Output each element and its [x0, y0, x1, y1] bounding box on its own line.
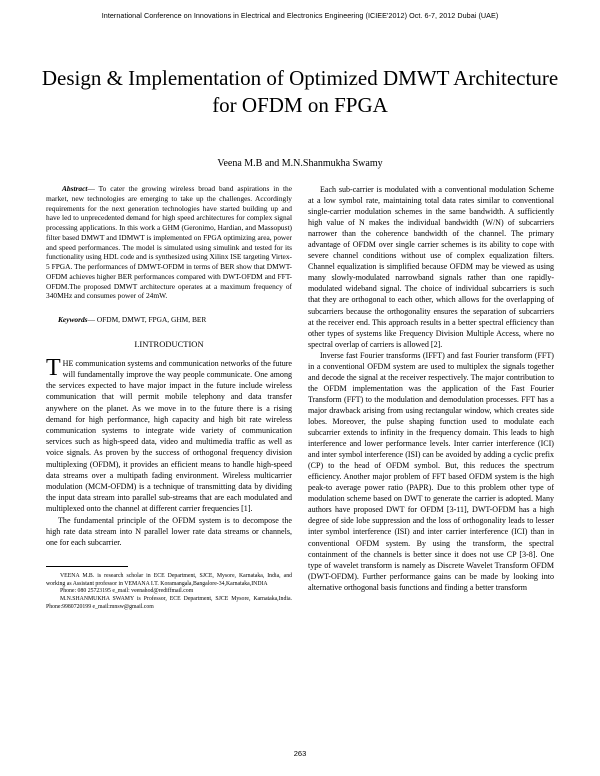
footnote-divider	[46, 566, 128, 567]
author-line: Veena M.B and M.N.Shanmukha Swamy	[217, 158, 383, 169]
right-paragraph-1: Each sub-carrier is modulated with a conventional modulation Scheme at a low symbol rate, maintaining total data rates similar to conventional single-carrier modulation schemes in the same bandwidth. A sufficiently high value of N makes the individual bandwidth (W/N) of subcarriers narrower than the coherence bandwidth of the channel. The primary advantage of OFDM over single carrier schemes is its ability to cope with severe channel conditions without use of complex equalization filters. Channel equalization is simplified because OFDM may be viewed as using many slowly-modulated narrowband signals rather than one rapidly-modulated wideband signal. The choice of individual subcarriers is such that they are orthogonal to each other, which allows for the overlapping of subcarriers because the orthogonality ensures the separation of subcarriers at the receiver end. This approach results in a better spectral efficiency than other types of systems like Frequency Division Multiple Access, where no spectral overlap of carriers is allowed [2].	[308, 185, 554, 349]
intro-paragraph-2: The fundamental principle of the OFDM system is to decompose the high rate data stream into N parallel lower rate data streams or channels, one for each subcarrier.	[46, 515, 292, 547]
footnote-author-1-phone: Phone: 080 25723195 e_mail: veenahod@rediffmail.com	[60, 588, 194, 595]
abstract	[46, 184, 292, 301]
conference-header: International Conference on Innovations in Electrical and Electronics Engineering (ICIEE'2012) Oct. 6-7, 2012 Dubai (UAE)	[101, 11, 499, 20]
right-column	[308, 184, 554, 593]
keywords-text: — OFDM, DMWT, FPGA, GHM, BER	[87, 315, 207, 324]
left-column	[46, 184, 292, 611]
drop-cap: T	[46, 354, 61, 381]
section-heading-introduction: I.INTRODUCTION	[134, 338, 204, 349]
footnote-author-2: M.N.SHANMUKHA SWAMY is Professor, ECE Department, SJCE Mysore, Karnataka,India. Phone:9980720199 e_mail:mnsw@gmail.com	[46, 595, 292, 610]
keywords	[46, 315, 292, 325]
paper-title: Design & Implementation of Optimized DMWT Architecture for OFDM on FPGA	[41, 66, 559, 117]
footnote-author-1: VEENA M.B. is research scholar in ECE Department, SJCE, Mysore, Karnataka, India, and working as Assistant professor in VEMANA I.T. Koramangala,Bangalore-34,Karnataka,INDIA	[46, 573, 292, 587]
abstract-label: Abstract	[62, 184, 88, 193]
abstract-text: — To cater the growing wireless broad band aspirations in the market, new technologies are emerging to take up the challenges. Accordingly requirements for the next generation technologies have started building up and have led to unprecedented demand for high speed architectures for complex signal processing applications. In this work a GHM (Geronimo, Hardian, and Massopust) filter based DMWT and IDMWT is implemented on FPGA optimizing area, power and speed performances. The model is simulated using simulink and tested for its functionality using HDL code and is synthesized using Xilinx ISE targeting Virtex-5 FPGA. The performances of DMWT-OFDM in terms of BER show that DMWT-OFDM achieves higher BER performances compared with DWT-OFDM and FFT-OFDM.The proposed DMWT architecture operates at a maximum frequency of 340MHz and consumes power of 24mW.	[46, 184, 292, 301]
keywords-label: Keywords	[58, 315, 88, 324]
intro-paragraph-1-text: HE communication systems and communication networks of the future will fundamentally improve the way people communicate. One among the services expected to have major impact in the future include wireless communication that will permit mobile telephony and data transfer anywhere on the planet. As we move in to the future there is a rising demand for high performance, high capacity and high bit rate wireless communication systems to integrate wide variety of communication services such as high-speed data, video and multimedia traffic as well as voice signals. As proven by the success of orthogonal frequency division multiplexing (OFDM), it provides an efficient means to handle high-speed data streams over a multipath fading environment. Wireless multicarrier modulation (MCM-OFDM) is a technique of transmitting data by dividing the input data stream into parallel sub-streams that are each modulated and multiplexed onto the channel at different carrier frequencies [1].	[46, 358, 292, 514]
page-number: 263	[293, 749, 307, 758]
right-paragraph-2: Inverse fast Fourier transforms (IFFT) and fast Fourier transform (FFT) in a conventional OFDM system are used to multiplex the signals together and decode the signal at the receiver respectively. The major contribution to the OFDM implementation was the application of the Fast Fourier Transform (FFT) to the modulation and demodulation processes. FFT has a major drawback arising from using rectangular window, which creates side lobes. Moreover, the pulse shaping function used to modulate each subcarrier extends to infinity in the frequency domain. This leads to high interference and lower performance levels. Inter carrier interference (ICI) and inter symbol interference (ISI) can be avoided by adding a cyclic prefix (CP) to the head of OFDM symbol. But, this reduces the spectrum efficiency. Another major problem of FFT based OFDM system is the high peak-to average power ratio (PAPR). Due to this problem other type of modulation scheme based on DWT to generate the carrier is adopted. Many authors have proposed DWT for OFDM [3-11], DWT-OFDM has a high degree of side lobe suppression and the loss of orthogonality leads to lesser inter symbol interference (ISI) and inter carrier interference (ICI) than in conventional OFDM system. By using the transform, the spectral containment of the channels is better since it does not use CP [3-8]. One type of wavelet transform is namely as Discrete Wavelet Transform OFDM (DWT-OFDM). Further performance gains can be made by looking into alternative orthogonal basis functions and finding a better transform	[308, 350, 554, 592]
intro-paragraph-1	[46, 354, 292, 515]
